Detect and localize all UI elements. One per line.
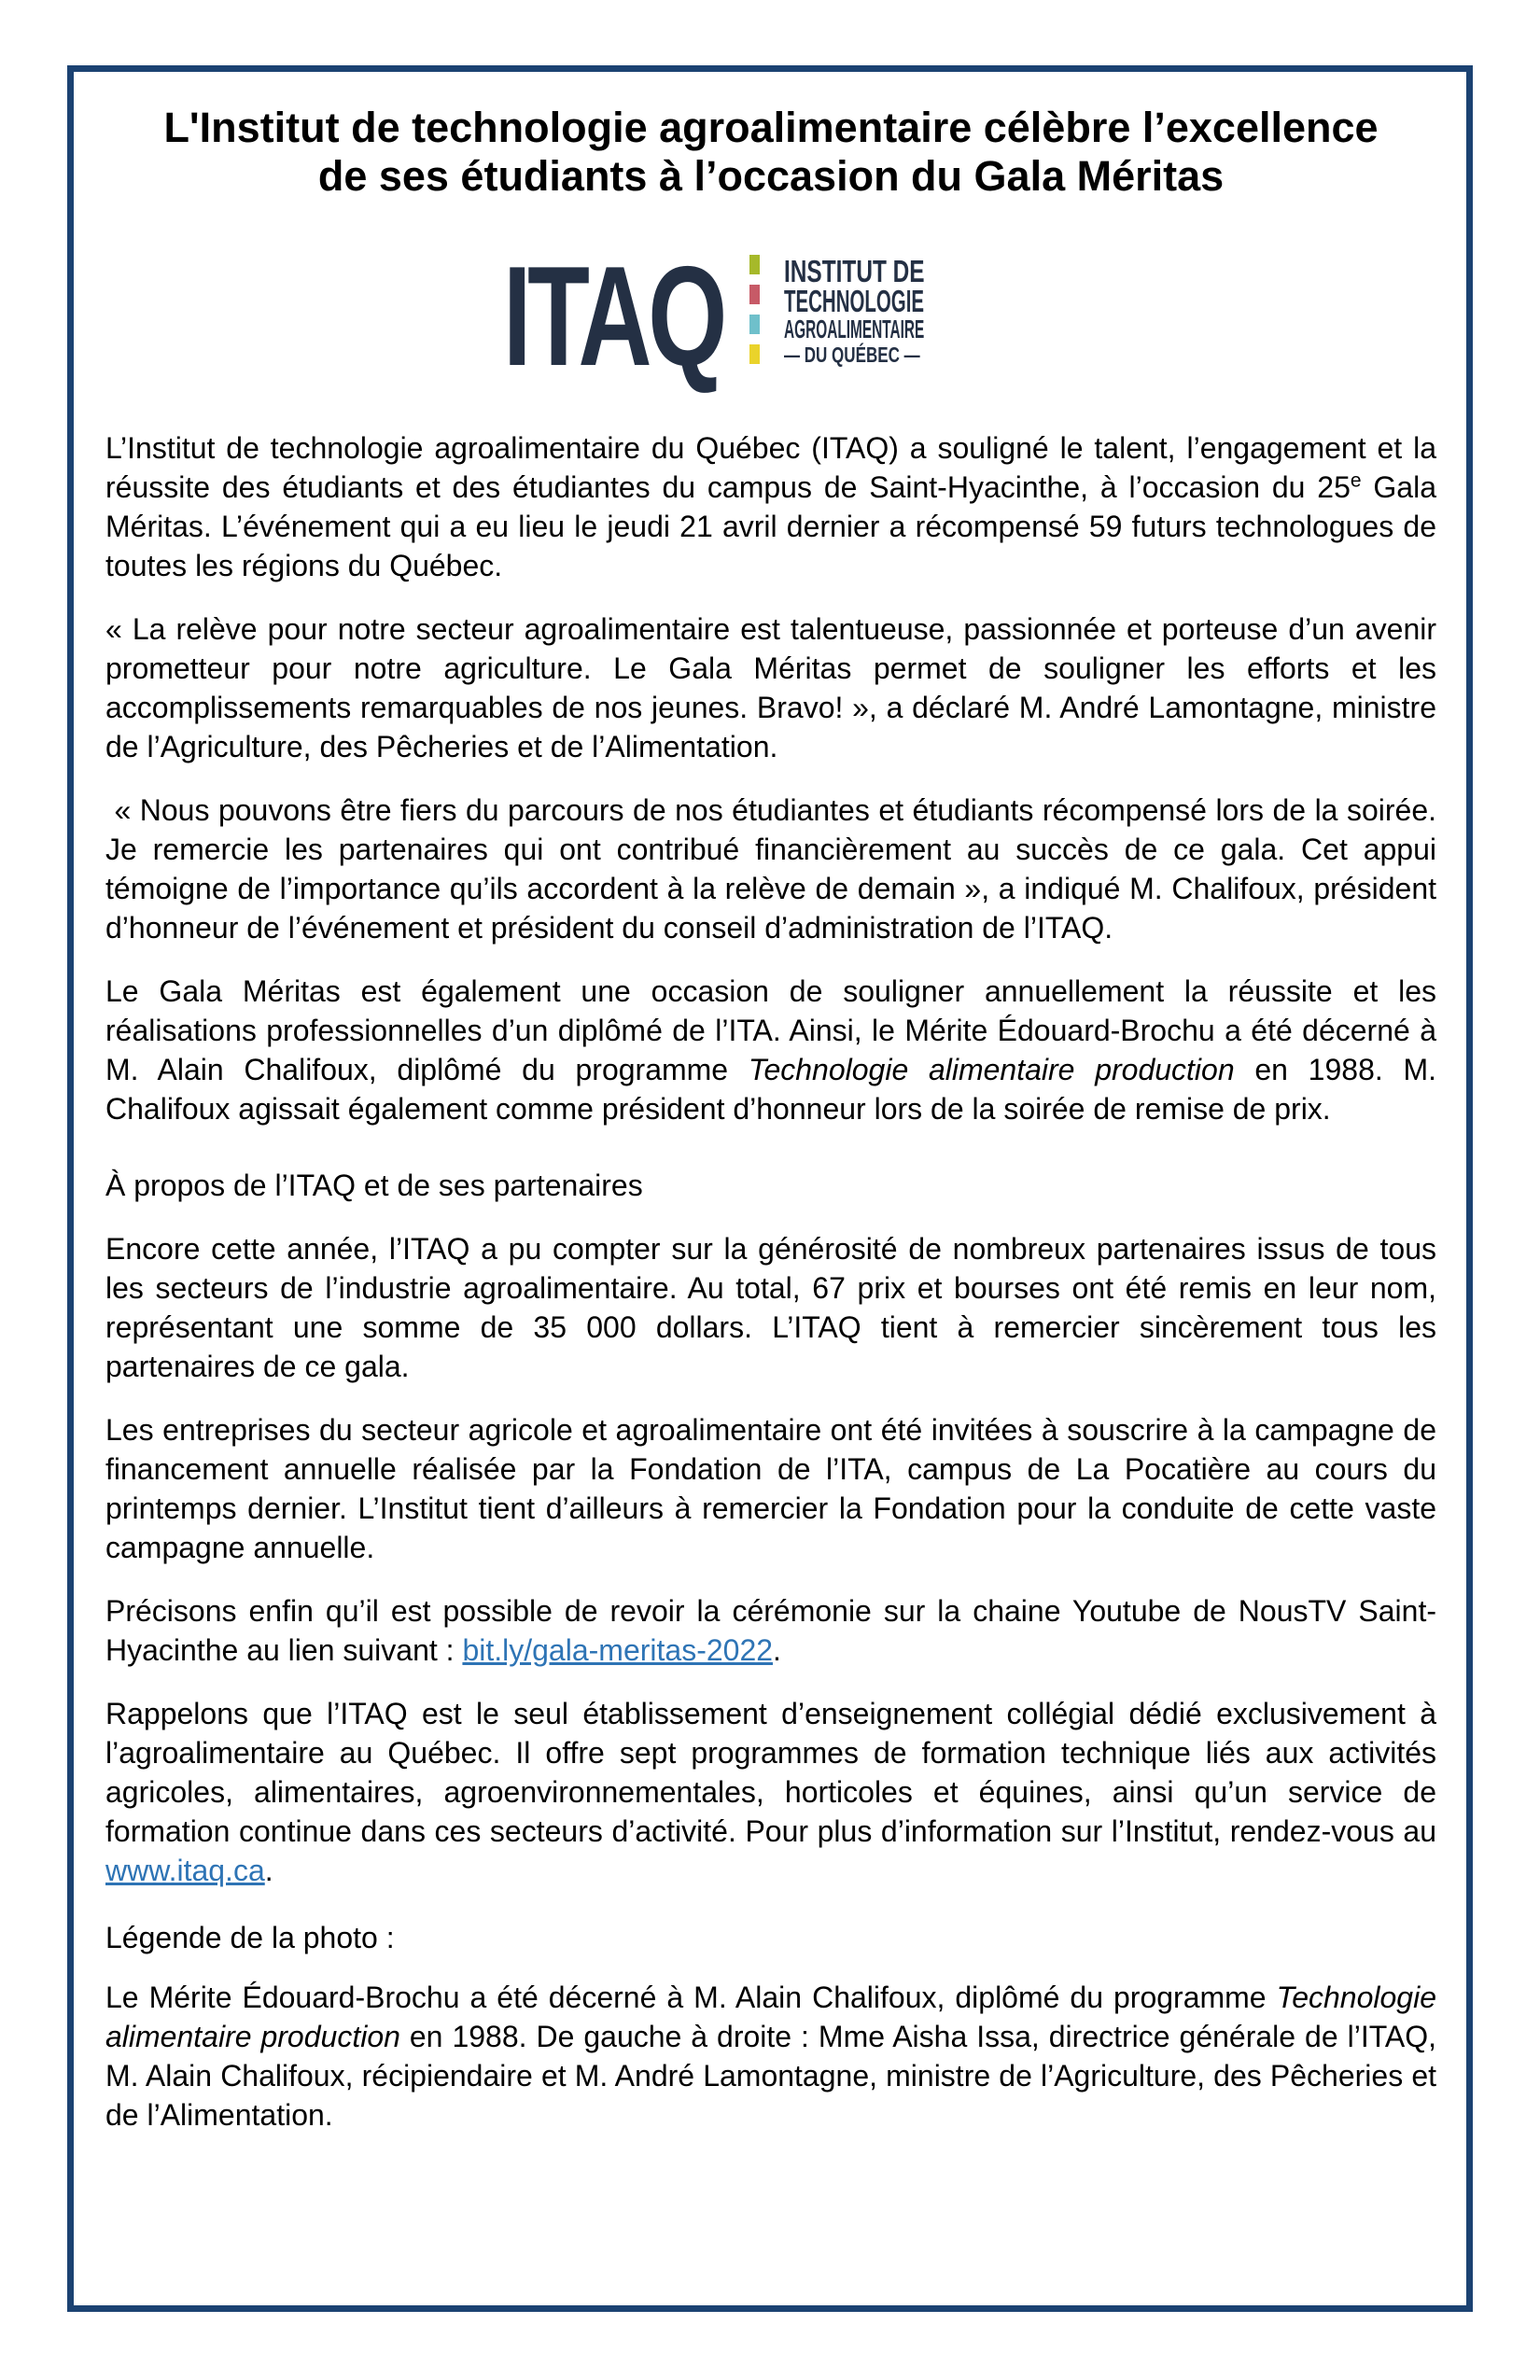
- photo-caption: [105, 1978, 1436, 2135]
- itaq-website-link[interactable]: www.itaq.ca: [105, 1854, 265, 1887]
- merite-text-pre: Le Gala Méritas est également une occasion de souligner annuellement la réussite et les réalisations professionnelles d’un diplômé de l’ITA. Ainsi, le Mérite Édouard-Brochu a été décerné à M. Alain Chalifoux, diplômé du programme: [105, 974, 1436, 1086]
- logo-text-line3: AGROALIMENTAIRE: [783, 315, 925, 343]
- itaq-wordmark: ITAQ: [502, 237, 723, 396]
- intro-text-pre: L’Institut de technologie agroalimentaire du Québec (ITAQ) a souligné le talent, l’engagement et la réussite des étudiants et des étudiantes du campus de Saint-Hyacinthe, à l’occasion du 25: [105, 431, 1436, 504]
- page-title-line2: de ses étudiants à l’occasion du Gala Méritas: [317, 152, 1225, 200]
- gala-meritas-2022-link[interactable]: bit.ly/gala-meritas-2022: [462, 1633, 774, 1667]
- document-content: [74, 72, 1466, 2135]
- paragraph-intro: [105, 428, 1436, 585]
- youtube-text-pre: Précisons enfin qu’il est possible de revoir la cérémonie sur la chaine Youtube de NousTV Saint-Hyacinthe au lien suivant :: [105, 1594, 1436, 1667]
- programmes-text-post: .: [264, 1854, 273, 1887]
- paragraph-itaq-programmes: [105, 1694, 1436, 1890]
- paragraph-merite-edouard-brochu: [105, 972, 1436, 1128]
- paragraph-quote-chalifoux: « Nous pouvons être fiers du parcours de nos étudiantes et étudiants récompensé lors de la soirée. Je remercie les partenaires qui ont contribué financièrement au succès de ce gala. Cet appui témoigne de l’importance qu’ils accordent à la relève de demain », a indiqué M. Chalifoux, président d’honneur de l’événement et président du conseil d’administration de l’ITAQ.: [105, 793, 1436, 945]
- logo-text-line2: TECHNOLOGIE: [783, 284, 924, 318]
- program-name-italic: Technologie alimentaire production: [748, 1053, 1235, 1086]
- logo-bar-red: [749, 285, 760, 304]
- document-border-frame: [67, 65, 1473, 2312]
- programmes-text-pre: Rappelons que l’ITAQ est le seul établissement d’enseignement collégial dédié exclusivement à l’agroalimentaire au Québec. Il offre sept programmes de formation technique liés aux activités agricoles, alimentaires, agroenvironnementales, horticoles et équines, ainsi qu’un service de formation continue dans ces secteurs d’activité. Pour plus d’information sur l’Institut, rendez-vous au: [105, 1697, 1436, 1848]
- section-heading-apropos: À propos de l’ITAQ et de ses partenaires: [105, 1169, 643, 1202]
- logo-bar-teal: [749, 315, 760, 334]
- intro-text-post: Gala Méritas. L’événement qui a eu lieu le jeudi 21 avril dernier a récompensé 59 futurs technologues de toutes les régions du Québec.: [105, 470, 1437, 582]
- youtube-text-post: .: [773, 1633, 781, 1667]
- paragraph-quote-lamontagne: « La relève pour notre secteur agroalimentaire est talentueuse, passionnée et porteuse d’un avenir prometteur pour notre agriculture. Le Gala Méritas permet de souligner les efforts et les accomplissements remarquables de nos jeunes. Bravo! », a déclaré M. André Lamontagne, ministre de l’Agriculture, des Pêcheries et de l’Alimentation.: [105, 612, 1436, 763]
- logo-text-line4: — DU QUÉBEC —: [783, 343, 920, 367]
- logo-text-block: [783, 254, 1039, 367]
- caption-program-name-italic: Technologie alimentaire production: [105, 1981, 1436, 2053]
- logo-bar-green: [749, 255, 760, 274]
- logo-bar-yellow: [749, 344, 760, 364]
- caption-text-pre: Le Mérite Édouard-Brochu a été décerné à M. Alain Chalifoux, diplômé du programme: [105, 1981, 1277, 2014]
- paragraph-youtube: [105, 1591, 1436, 1670]
- page-title-line1: L'Institut de technologie agroalimentaire célèbre l’excellence: [163, 104, 1379, 151]
- itaq-logo: [105, 237, 1436, 396]
- caption-text-post: en 1988. De gauche à droite : Mme Aisha Issa, directrice générale de l’ITAQ, M. Alain Chalifoux, récipiendaire et M. André Lamontagne, ministre de l’Agriculture, des Pêcheries et de l’Alimentation.: [105, 2020, 1437, 2132]
- superscript-e: e: [1350, 469, 1362, 492]
- photo-caption-label: Légende de la photo :: [105, 1921, 395, 1954]
- logo-color-bars-icon: [749, 255, 760, 364]
- page-title: [105, 104, 1436, 201]
- paragraph-partenaires: Encore cette année, l’ITAQ a pu compter sur la générosité de nombreux partenaires issus de tous les secteurs de l’industrie agroalimentaire. Au total, 67 prix et bourses ont été remis en leur nom, représentant une somme de 35 000 dollars. L’ITAQ tient à remercier sincèrement tous les partenaires de ce gala.: [105, 1232, 1436, 1383]
- logo-text-line1: INSTITUT DE: [783, 254, 925, 288]
- paragraph-campagne-financement: Les entreprises du secteur agricole et agroalimentaire ont été invitées à souscrire à la campagne de financement annuelle réalisée par la Fondation de l’ITA, campus de La Pocatière au cours du printemps dernier. L’Institut tient d’ailleurs à remercier la Fondation pour la conduite de cette vaste campagne annuelle.: [105, 1413, 1436, 1564]
- merite-text-post: en 1988. M. Chalifoux agissait également comme président d’honneur lors de la soirée de remise de prix.: [105, 1053, 1437, 1126]
